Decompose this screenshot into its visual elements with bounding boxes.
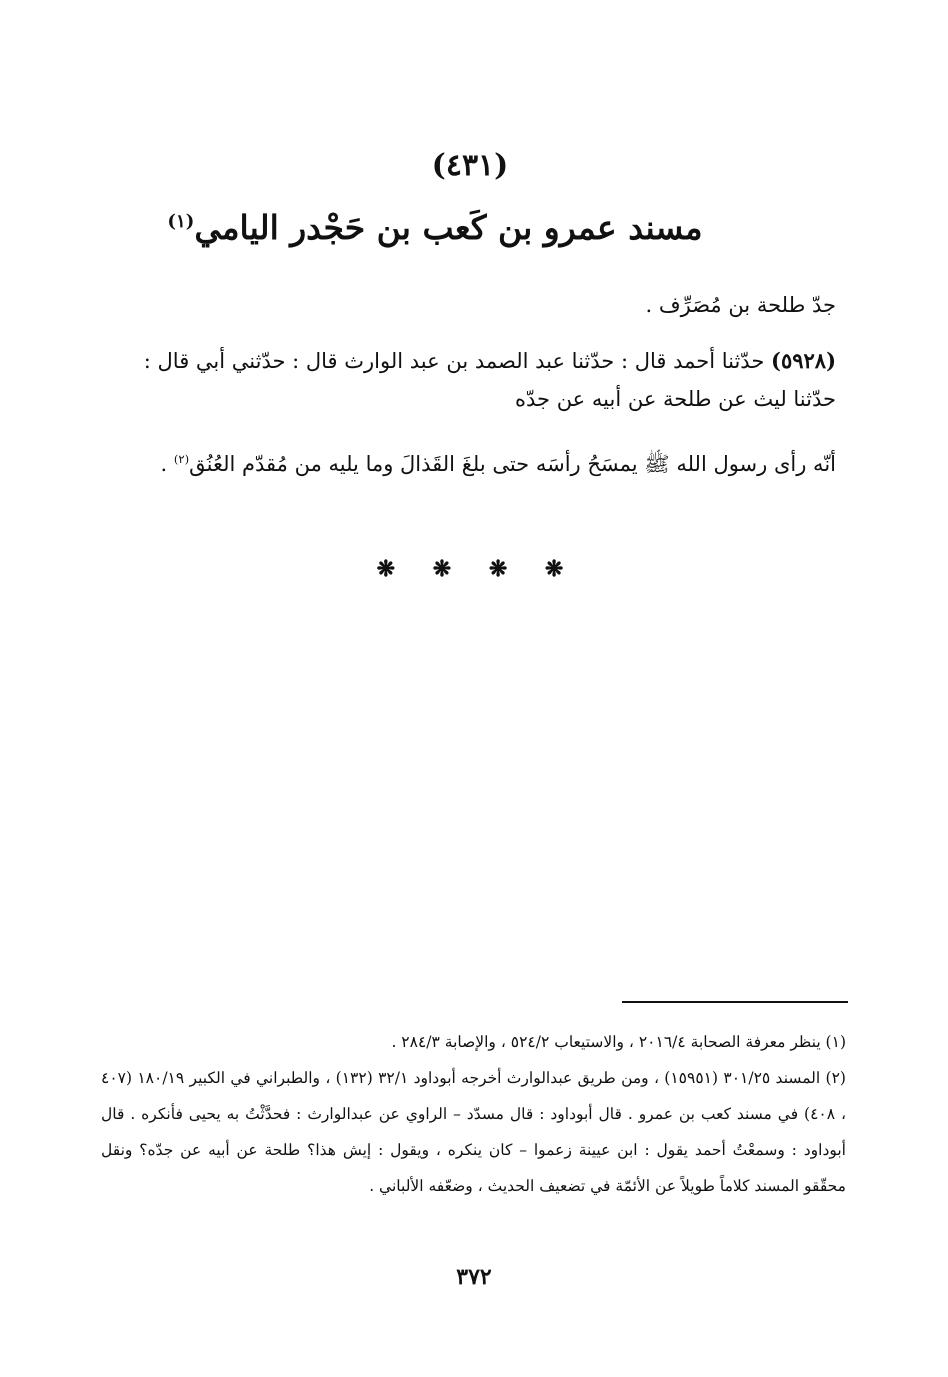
page-number: ٣٧٢ bbox=[456, 1264, 492, 1290]
page-title bbox=[150, 208, 720, 247]
hadith-isnad bbox=[106, 342, 836, 418]
title-footnote-marker: (١) bbox=[167, 211, 195, 232]
footnote-2: (٢) المسند ٣٠١/٢٥ (١٥٩٥١) ، ومن طريق عبدالوارث أخرجه أبوداود ٣٢/١ (١٣٢) ، والطبراني في الكبير ١٨٠/١٩ (٤٠٧ ، ٤٠٨) في مسند كعب بن عمرو . قال أبوداود : قال مسدّد – الراوي عن عبدالوارث : فحدَّثْتُ به يحيى فأنكره . قال أبوداود : وسمعْتُ أحمد يقول : ابن عيينة زعموا – كان ينكره ، ويقول : إيش هذا؟ طلحة عن أبيه عن جدّه؟ ونقل محقّقو المسند كلاماً طويلاً عن الأئمّة في تضعيف الحديث ، وضعّفه الألباني . bbox=[101, 1069, 847, 1195]
matn-end: . bbox=[160, 452, 174, 476]
section-number: (٤٣١) bbox=[431, 148, 509, 183]
section-separator: ❋ ❋ ❋ ❋ bbox=[376, 556, 564, 582]
intro-line: جدّ طلحة بن مُصَرِّف . bbox=[645, 293, 836, 317]
footnotes bbox=[101, 1024, 846, 1204]
hadith-matn bbox=[106, 440, 836, 483]
matn-text: أنّه رأى رسول الله ﷺ يمسَحُ رأسَه حتى بلغَ القَذالَ وما يليه من مُقدّم العُنُق bbox=[189, 452, 836, 476]
title-text: مسند عمرو بن كَعب بن حَجْدر اليامي bbox=[194, 208, 703, 247]
footnote-rule bbox=[622, 1001, 848, 1003]
isnad-text: حدّثنا أحمد قال : حدّثنا عبد الصمد بن عبد الوارث قال : حدّثني أبي قال : حدّثنا ليث عن طلحة عن أبيه عن جدّه bbox=[143, 349, 836, 411]
matn-footnote-marker: (٢) bbox=[173, 452, 190, 466]
footnote-1: (١) ينظر معرفة الصحابة ٢٠١٦/٤ ، والاستيعاب ٥٢٤/٢ ، والإصابة ٢٨٤/٣ . bbox=[391, 1033, 846, 1051]
hadith-number: (٥٩٢٨) bbox=[771, 348, 836, 373]
